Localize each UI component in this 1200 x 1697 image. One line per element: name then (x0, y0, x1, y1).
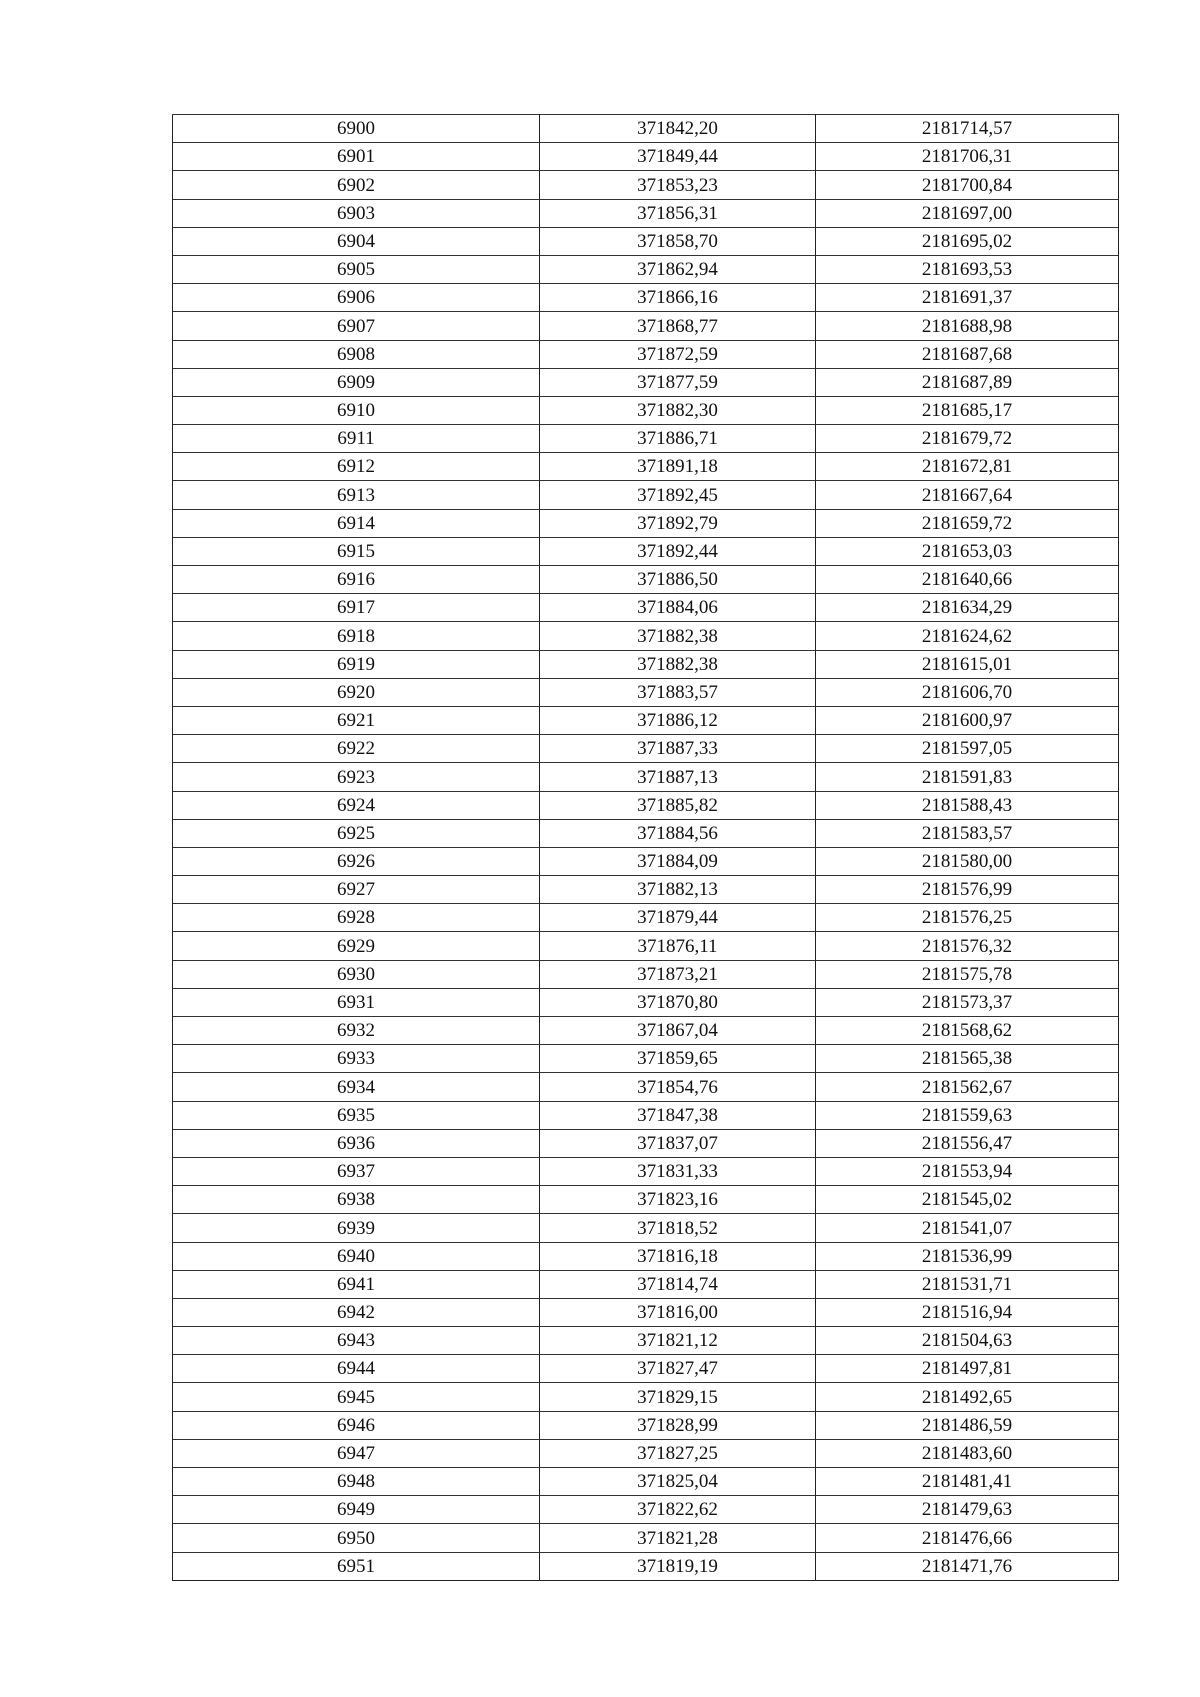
point-number-cell: 6917 (173, 594, 540, 622)
y-coordinate-cell: 2181483,60 (816, 1439, 1119, 1467)
x-coordinate-cell: 371886,50 (540, 566, 816, 594)
point-number-cell: 6919 (173, 650, 540, 678)
point-number-cell: 6925 (173, 819, 540, 847)
x-coordinate-cell: 371866,16 (540, 284, 816, 312)
table-row (173, 1411, 1119, 1439)
point-number-cell: 6907 (173, 312, 540, 340)
y-coordinate-cell: 2181615,01 (816, 650, 1119, 678)
y-coordinate-cell: 2181492,65 (816, 1383, 1119, 1411)
point-number-cell: 6918 (173, 622, 540, 650)
x-coordinate-cell: 371882,30 (540, 396, 816, 424)
x-coordinate-cell: 371818,52 (540, 1214, 816, 1242)
table-row (173, 1552, 1119, 1580)
table-row (173, 791, 1119, 819)
point-number-cell: 6938 (173, 1186, 540, 1214)
table-row (173, 1468, 1119, 1496)
point-number-cell: 6913 (173, 481, 540, 509)
table-row (173, 171, 1119, 199)
y-coordinate-cell: 2181531,71 (816, 1270, 1119, 1298)
table-row (173, 143, 1119, 171)
x-coordinate-cell: 371883,57 (540, 678, 816, 706)
table-row (173, 340, 1119, 368)
point-number-cell: 6951 (173, 1552, 540, 1580)
point-number-cell: 6911 (173, 425, 540, 453)
x-coordinate-cell: 371842,20 (540, 115, 816, 143)
point-number-cell: 6905 (173, 255, 540, 283)
point-number-cell: 6945 (173, 1383, 540, 1411)
table-row (173, 566, 1119, 594)
x-coordinate-cell: 371828,99 (540, 1411, 816, 1439)
table-row (173, 1101, 1119, 1129)
point-number-cell: 6929 (173, 932, 540, 960)
y-coordinate-cell: 2181481,41 (816, 1468, 1119, 1496)
point-number-cell: 6903 (173, 199, 540, 227)
table-row (173, 396, 1119, 424)
x-coordinate-cell: 371870,80 (540, 988, 816, 1016)
x-coordinate-cell: 371856,31 (540, 199, 816, 227)
x-coordinate-cell: 371891,18 (540, 453, 816, 481)
coordinates-table (172, 114, 1119, 1581)
x-coordinate-cell: 371876,11 (540, 932, 816, 960)
table-row (173, 650, 1119, 678)
point-number-cell: 6914 (173, 509, 540, 537)
y-coordinate-cell: 2181556,47 (816, 1129, 1119, 1157)
point-number-cell: 6924 (173, 791, 540, 819)
table-row (173, 960, 1119, 988)
table-row (173, 1129, 1119, 1157)
table-row (173, 1524, 1119, 1552)
table-row (173, 847, 1119, 875)
point-number-cell: 6933 (173, 1045, 540, 1073)
x-coordinate-cell: 371892,45 (540, 481, 816, 509)
x-coordinate-cell: 371885,82 (540, 791, 816, 819)
point-number-cell: 6948 (173, 1468, 540, 1496)
x-coordinate-cell: 371822,62 (540, 1496, 816, 1524)
point-number-cell: 6939 (173, 1214, 540, 1242)
y-coordinate-cell: 2181591,83 (816, 763, 1119, 791)
y-coordinate-cell: 2181576,25 (816, 904, 1119, 932)
point-number-cell: 6934 (173, 1073, 540, 1101)
x-coordinate-cell: 371884,56 (540, 819, 816, 847)
table-row (173, 1045, 1119, 1073)
x-coordinate-cell: 371892,44 (540, 537, 816, 565)
point-number-cell: 6920 (173, 678, 540, 706)
y-coordinate-cell: 2181576,32 (816, 932, 1119, 960)
x-coordinate-cell: 371872,59 (540, 340, 816, 368)
point-number-cell: 6941 (173, 1270, 540, 1298)
table-row (173, 735, 1119, 763)
point-number-cell: 6900 (173, 115, 540, 143)
x-coordinate-cell: 371882,38 (540, 622, 816, 650)
table-row (173, 227, 1119, 255)
y-coordinate-cell: 2181497,81 (816, 1355, 1119, 1383)
table-row (173, 1157, 1119, 1185)
y-coordinate-cell: 2181687,89 (816, 368, 1119, 396)
y-coordinate-cell: 2181576,99 (816, 876, 1119, 904)
table-row (173, 1242, 1119, 1270)
table-row (173, 1017, 1119, 1045)
x-coordinate-cell: 371816,00 (540, 1298, 816, 1326)
y-coordinate-cell: 2181624,62 (816, 622, 1119, 650)
table-row (173, 678, 1119, 706)
point-number-cell: 6926 (173, 847, 540, 875)
y-coordinate-cell: 2181691,37 (816, 284, 1119, 312)
table-row (173, 284, 1119, 312)
point-number-cell: 6916 (173, 566, 540, 594)
y-coordinate-cell: 2181471,76 (816, 1552, 1119, 1580)
point-number-cell: 6930 (173, 960, 540, 988)
y-coordinate-cell: 2181575,78 (816, 960, 1119, 988)
point-number-cell: 6936 (173, 1129, 540, 1157)
y-coordinate-cell: 2181553,94 (816, 1157, 1119, 1185)
y-coordinate-cell: 2181688,98 (816, 312, 1119, 340)
point-number-cell: 6906 (173, 284, 540, 312)
table-row (173, 1298, 1119, 1326)
y-coordinate-cell: 2181486,59 (816, 1411, 1119, 1439)
x-coordinate-cell: 371886,12 (540, 706, 816, 734)
table-row (173, 594, 1119, 622)
point-number-cell: 6912 (173, 453, 540, 481)
x-coordinate-cell: 371823,16 (540, 1186, 816, 1214)
y-coordinate-cell: 2181588,43 (816, 791, 1119, 819)
y-coordinate-cell: 2181693,53 (816, 255, 1119, 283)
table-row (173, 255, 1119, 283)
table-row (173, 115, 1119, 143)
table-row (173, 1327, 1119, 1355)
table-row (173, 1355, 1119, 1383)
y-coordinate-cell: 2181659,72 (816, 509, 1119, 537)
point-number-cell: 6904 (173, 227, 540, 255)
y-coordinate-cell: 2181580,00 (816, 847, 1119, 875)
y-coordinate-cell: 2181653,03 (816, 537, 1119, 565)
table-row (173, 988, 1119, 1016)
y-coordinate-cell: 2181606,70 (816, 678, 1119, 706)
y-coordinate-cell: 2181695,02 (816, 227, 1119, 255)
y-coordinate-cell: 2181667,64 (816, 481, 1119, 509)
coordinates-table-body (173, 115, 1119, 1581)
y-coordinate-cell: 2181583,57 (816, 819, 1119, 847)
y-coordinate-cell: 2181476,66 (816, 1524, 1119, 1552)
table-row (173, 819, 1119, 847)
table-row (173, 425, 1119, 453)
y-coordinate-cell: 2181697,00 (816, 199, 1119, 227)
y-coordinate-cell: 2181479,63 (816, 1496, 1119, 1524)
table-row (173, 537, 1119, 565)
x-coordinate-cell: 371821,12 (540, 1327, 816, 1355)
point-number-cell: 6915 (173, 537, 540, 565)
y-coordinate-cell: 2181565,38 (816, 1045, 1119, 1073)
table-row (173, 622, 1119, 650)
x-coordinate-cell: 371814,74 (540, 1270, 816, 1298)
x-coordinate-cell: 371819,19 (540, 1552, 816, 1580)
point-number-cell: 6923 (173, 763, 540, 791)
x-coordinate-cell: 371873,21 (540, 960, 816, 988)
point-number-cell: 6950 (173, 1524, 540, 1552)
table-row (173, 453, 1119, 481)
y-coordinate-cell: 2181541,07 (816, 1214, 1119, 1242)
x-coordinate-cell: 371862,94 (540, 255, 816, 283)
x-coordinate-cell: 371879,44 (540, 904, 816, 932)
table-row (173, 509, 1119, 537)
x-coordinate-cell: 371831,33 (540, 1157, 816, 1185)
table-row (173, 763, 1119, 791)
y-coordinate-cell: 2181700,84 (816, 171, 1119, 199)
x-coordinate-cell: 371827,25 (540, 1439, 816, 1467)
x-coordinate-cell: 371882,38 (540, 650, 816, 678)
table-row (173, 1214, 1119, 1242)
y-coordinate-cell: 2181600,97 (816, 706, 1119, 734)
point-number-cell: 6942 (173, 1298, 540, 1326)
x-coordinate-cell: 371858,70 (540, 227, 816, 255)
point-number-cell: 6937 (173, 1157, 540, 1185)
table-row (173, 1270, 1119, 1298)
point-number-cell: 6910 (173, 396, 540, 424)
x-coordinate-cell: 371821,28 (540, 1524, 816, 1552)
point-number-cell: 6944 (173, 1355, 540, 1383)
y-coordinate-cell: 2181504,63 (816, 1327, 1119, 1355)
y-coordinate-cell: 2181714,57 (816, 115, 1119, 143)
y-coordinate-cell: 2181685,17 (816, 396, 1119, 424)
y-coordinate-cell: 2181706,31 (816, 143, 1119, 171)
table-row (173, 904, 1119, 932)
point-number-cell: 6946 (173, 1411, 540, 1439)
point-number-cell: 6935 (173, 1101, 540, 1129)
table-row (173, 368, 1119, 396)
x-coordinate-cell: 371887,33 (540, 735, 816, 763)
table-row (173, 199, 1119, 227)
point-number-cell: 6909 (173, 368, 540, 396)
point-number-cell: 6932 (173, 1017, 540, 1045)
table-row (173, 932, 1119, 960)
point-number-cell: 6943 (173, 1327, 540, 1355)
table-row (173, 1439, 1119, 1467)
y-coordinate-cell: 2181634,29 (816, 594, 1119, 622)
y-coordinate-cell: 2181573,37 (816, 988, 1119, 1016)
point-number-cell: 6940 (173, 1242, 540, 1270)
point-number-cell: 6927 (173, 876, 540, 904)
point-number-cell: 6902 (173, 171, 540, 199)
y-coordinate-cell: 2181672,81 (816, 453, 1119, 481)
y-coordinate-cell: 2181559,63 (816, 1101, 1119, 1129)
table-row (173, 1186, 1119, 1214)
x-coordinate-cell: 371867,04 (540, 1017, 816, 1045)
x-coordinate-cell: 371829,15 (540, 1383, 816, 1411)
x-coordinate-cell: 371884,09 (540, 847, 816, 875)
x-coordinate-cell: 371825,04 (540, 1468, 816, 1496)
y-coordinate-cell: 2181568,62 (816, 1017, 1119, 1045)
x-coordinate-cell: 371877,59 (540, 368, 816, 396)
y-coordinate-cell: 2181562,67 (816, 1073, 1119, 1101)
x-coordinate-cell: 371892,79 (540, 509, 816, 537)
x-coordinate-cell: 371886,71 (540, 425, 816, 453)
x-coordinate-cell: 371868,77 (540, 312, 816, 340)
x-coordinate-cell: 371847,38 (540, 1101, 816, 1129)
x-coordinate-cell: 371849,44 (540, 143, 816, 171)
x-coordinate-cell: 371827,47 (540, 1355, 816, 1383)
point-number-cell: 6901 (173, 143, 540, 171)
table-row (173, 481, 1119, 509)
point-number-cell: 6928 (173, 904, 540, 932)
x-coordinate-cell: 371887,13 (540, 763, 816, 791)
point-number-cell: 6921 (173, 706, 540, 734)
y-coordinate-cell: 2181545,02 (816, 1186, 1119, 1214)
x-coordinate-cell: 371816,18 (540, 1242, 816, 1270)
y-coordinate-cell: 2181516,94 (816, 1298, 1119, 1326)
y-coordinate-cell: 2181679,72 (816, 425, 1119, 453)
x-coordinate-cell: 371884,06 (540, 594, 816, 622)
table-row (173, 312, 1119, 340)
table-row (173, 876, 1119, 904)
point-number-cell: 6947 (173, 1439, 540, 1467)
y-coordinate-cell: 2181687,68 (816, 340, 1119, 368)
table-row (173, 1383, 1119, 1411)
point-number-cell: 6922 (173, 735, 540, 763)
point-number-cell: 6949 (173, 1496, 540, 1524)
x-coordinate-cell: 371837,07 (540, 1129, 816, 1157)
table-row (173, 1496, 1119, 1524)
y-coordinate-cell: 2181640,66 (816, 566, 1119, 594)
table-row (173, 1073, 1119, 1101)
point-number-cell: 6908 (173, 340, 540, 368)
y-coordinate-cell: 2181597,05 (816, 735, 1119, 763)
point-number-cell: 6931 (173, 988, 540, 1016)
table-row (173, 706, 1119, 734)
x-coordinate-cell: 371853,23 (540, 171, 816, 199)
x-coordinate-cell: 371882,13 (540, 876, 816, 904)
x-coordinate-cell: 371854,76 (540, 1073, 816, 1101)
y-coordinate-cell: 2181536,99 (816, 1242, 1119, 1270)
x-coordinate-cell: 371859,65 (540, 1045, 816, 1073)
